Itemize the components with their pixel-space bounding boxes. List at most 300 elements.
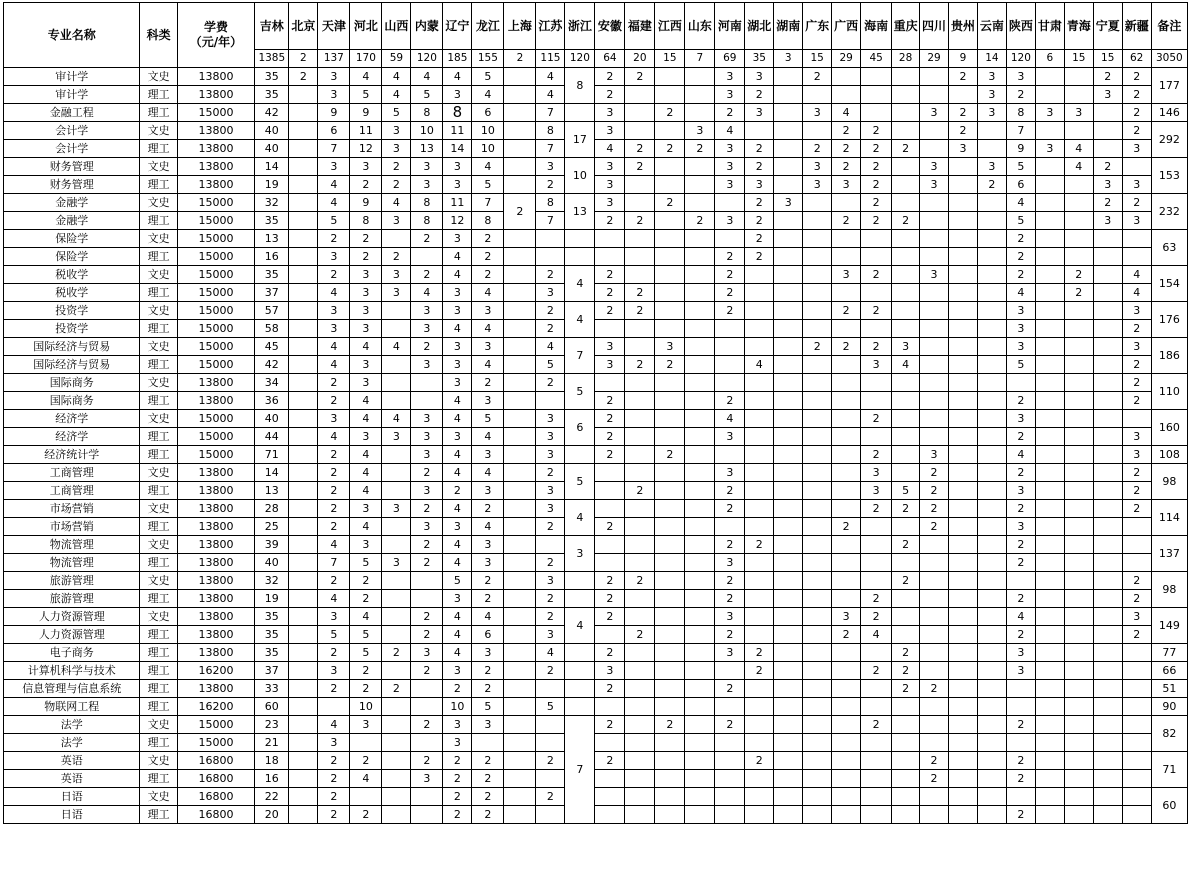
quota-cell: 4: [1006, 446, 1035, 464]
quota-cell: [920, 248, 949, 266]
header-major: 专业名称: [4, 3, 140, 68]
quota-cell: 4: [350, 338, 382, 356]
table-row: [4, 248, 1188, 266]
major-name: 审计学: [4, 68, 140, 86]
quota-cell: 7: [318, 140, 350, 158]
quota-cell: [685, 680, 715, 698]
quota-cell: [949, 554, 978, 572]
quota-cell: [1035, 194, 1064, 212]
quota-cell: [1035, 86, 1064, 104]
quota-cell: [1035, 446, 1064, 464]
quota-cell: [774, 590, 803, 608]
quota-cell: 2: [1006, 392, 1035, 410]
quota-cell: 2: [832, 122, 861, 140]
quota-cell: [536, 248, 565, 266]
quota-cell: 4: [595, 140, 625, 158]
quota-cell: 14: [255, 464, 289, 482]
quota-cell: 3: [350, 158, 382, 176]
quota-cell: 2: [861, 140, 892, 158]
quota-cell: 10: [472, 122, 504, 140]
quota-cell: [625, 410, 655, 428]
quota-cell: 2: [350, 248, 382, 266]
quota-cell: [1035, 266, 1064, 284]
quota-cell: [1064, 248, 1093, 266]
quota-cell: 4: [536, 338, 565, 356]
quota-cell: 2: [595, 590, 625, 608]
quota-cell: [655, 68, 685, 86]
quota-cell: [382, 662, 411, 680]
quota-cell: [504, 68, 536, 86]
quota-cell: 42: [255, 356, 289, 374]
quota-cell: [861, 230, 892, 248]
quota-cell: 2: [472, 788, 504, 806]
header-subject: 科类: [140, 3, 177, 68]
quota-cell: [832, 806, 861, 824]
quota-cell: 4: [443, 644, 472, 662]
quota-cell: 4: [382, 410, 411, 428]
quota-cell: [715, 374, 745, 392]
major-name: 国际经济与贸易: [4, 356, 140, 374]
quota-cell: [892, 284, 920, 302]
quota-cell: [595, 500, 625, 518]
quota-cell: [504, 158, 536, 176]
quota-cell: 2: [715, 680, 745, 698]
header-province: 浙江: [565, 3, 595, 50]
quota-cell: [1064, 482, 1093, 500]
quota-cell: 2: [1122, 104, 1151, 122]
quota-cell: [803, 608, 832, 626]
quota-cell: 2: [1006, 590, 1035, 608]
merged-quota-cell: 4: [565, 500, 595, 536]
quota-cell: [1093, 392, 1122, 410]
quota-cell: [289, 140, 318, 158]
quota-cell: 4: [350, 464, 382, 482]
subject-type: 文史: [140, 788, 177, 806]
quota-cell: 8: [536, 122, 565, 140]
quota-cell: [774, 464, 803, 482]
quota-cell: 2: [1006, 752, 1035, 770]
quota-cell: 3: [443, 716, 472, 734]
quota-cell: [1093, 698, 1122, 716]
major-name: 财务管理: [4, 158, 140, 176]
quota-cell: 2: [1006, 806, 1035, 824]
quota-cell: [289, 86, 318, 104]
major-name: 经济统计学: [4, 446, 140, 464]
quota-cell: [920, 230, 949, 248]
quota-cell: [949, 212, 978, 230]
quota-cell: [774, 302, 803, 320]
header-province: 新疆: [1122, 3, 1151, 50]
table-row: [4, 140, 1188, 158]
quota-cell: [892, 194, 920, 212]
quota-cell: [1035, 770, 1064, 788]
quota-cell: [536, 230, 565, 248]
quota-cell: 2: [715, 302, 745, 320]
quota-cell: 2: [318, 788, 350, 806]
quota-cell: 3: [715, 68, 745, 86]
header-province: 青海: [1064, 3, 1093, 50]
table-row: [4, 626, 1188, 644]
quota-cell: [774, 176, 803, 194]
quota-cell: [745, 770, 774, 788]
quota-cell: [289, 176, 318, 194]
quota-cell: 3: [472, 302, 504, 320]
quota-cell: [774, 320, 803, 338]
quota-cell: 2: [803, 68, 832, 86]
quota-cell: [625, 176, 655, 194]
major-name: 日语: [4, 806, 140, 824]
quota-cell: 4: [472, 284, 504, 302]
tuition-fee: 15000: [177, 716, 255, 734]
quota-cell: [382, 230, 411, 248]
quota-cell: [1035, 554, 1064, 572]
header-province: 陕西: [1006, 3, 1035, 50]
table-row: [4, 806, 1188, 824]
quota-cell: [289, 338, 318, 356]
quota-cell: 2: [715, 500, 745, 518]
quota-cell: 3: [443, 356, 472, 374]
province-total: 115: [536, 50, 565, 68]
header-province: 辽宁: [443, 3, 472, 50]
quota-cell: [382, 536, 411, 554]
quota-cell: 4: [443, 410, 472, 428]
quota-cell: [685, 752, 715, 770]
quota-cell: [685, 410, 715, 428]
quota-cell: 3: [382, 212, 411, 230]
note-subtotal: 153: [1151, 158, 1187, 194]
quota-cell: [745, 428, 774, 446]
quota-cell: [774, 788, 803, 806]
quota-cell: 2: [536, 608, 565, 626]
quota-cell: [1064, 788, 1093, 806]
province-total: 3: [774, 50, 803, 68]
quota-cell: [1093, 572, 1122, 590]
quota-cell: [1122, 662, 1151, 680]
quota-cell: 2: [411, 338, 443, 356]
quota-cell: 4: [350, 482, 382, 500]
quota-cell: [1064, 212, 1093, 230]
quota-cell: 4: [536, 86, 565, 104]
note-subtotal: 66: [1151, 662, 1187, 680]
quota-cell: [774, 212, 803, 230]
quota-cell: [892, 392, 920, 410]
quota-cell: [1035, 338, 1064, 356]
quota-cell: 2: [892, 212, 920, 230]
tuition-fee: 15000: [177, 104, 255, 122]
quota-cell: [1064, 338, 1093, 356]
quota-cell: [655, 788, 685, 806]
subject-type: 理工: [140, 518, 177, 536]
header-fee: [177, 3, 255, 68]
quota-cell: [1064, 500, 1093, 518]
quota-cell: 3: [595, 662, 625, 680]
quota-cell: 3: [411, 518, 443, 536]
quota-cell: 3: [715, 428, 745, 446]
quota-cell: 2: [443, 806, 472, 824]
quota-cell: [289, 554, 318, 572]
quota-cell: [803, 770, 832, 788]
quota-cell: [861, 320, 892, 338]
quota-cell: 3: [411, 428, 443, 446]
quota-cell: [685, 320, 715, 338]
quota-cell: 2: [443, 752, 472, 770]
quota-cell: [472, 734, 504, 752]
quota-cell: [861, 428, 892, 446]
quota-cell: 3: [595, 122, 625, 140]
quota-cell: [977, 752, 1006, 770]
quota-cell: [504, 572, 536, 590]
province-total: 29: [832, 50, 861, 68]
quota-cell: [920, 212, 949, 230]
province-total: 7: [685, 50, 715, 68]
major-name: 信息管理与信息系统: [4, 680, 140, 698]
quota-cell: [832, 320, 861, 338]
subject-type: 理工: [140, 392, 177, 410]
quota-cell: 3: [536, 410, 565, 428]
quota-cell: [685, 698, 715, 716]
quota-cell: 25: [255, 518, 289, 536]
quota-cell: [1035, 752, 1064, 770]
quota-cell: 3: [350, 302, 382, 320]
quota-cell: [745, 482, 774, 500]
major-name: 税收学: [4, 266, 140, 284]
quota-cell: [745, 338, 774, 356]
quota-cell: [774, 572, 803, 590]
quota-cell: [949, 590, 978, 608]
quota-cell: 7: [536, 140, 565, 158]
merged-quota-cell: 3: [565, 536, 595, 572]
quota-cell: [977, 374, 1006, 392]
province-total: 20: [625, 50, 655, 68]
quota-cell: 3: [443, 518, 472, 536]
quota-cell: [655, 806, 685, 824]
tuition-fee: 13800: [177, 608, 255, 626]
quota-cell: 2: [861, 158, 892, 176]
quota-cell: [289, 788, 318, 806]
quota-cell: 5: [350, 644, 382, 662]
quota-cell: 3: [411, 176, 443, 194]
quota-cell: 2: [625, 572, 655, 590]
merged-quota-cell: 7: [565, 716, 595, 824]
quota-cell: [595, 734, 625, 752]
quota-cell: [1035, 320, 1064, 338]
quota-cell: 10: [443, 698, 472, 716]
quota-cell: [920, 338, 949, 356]
quota-cell: 4: [536, 68, 565, 86]
quota-cell: 2: [318, 230, 350, 248]
quota-cell: [861, 680, 892, 698]
quota-cell: 3: [1006, 302, 1035, 320]
quota-cell: [655, 230, 685, 248]
header-fee-line2: （元/年）: [189, 35, 243, 49]
quota-cell: 4: [472, 86, 504, 104]
quota-cell: [977, 500, 1006, 518]
major-name: 国际经济与贸易: [4, 338, 140, 356]
quota-cell: 42: [255, 104, 289, 122]
quota-cell: [832, 572, 861, 590]
quota-cell: [655, 482, 685, 500]
quota-cell: [504, 140, 536, 158]
quota-cell: [382, 788, 411, 806]
quota-cell: 4: [1064, 140, 1093, 158]
quota-cell: [803, 662, 832, 680]
quota-cell: [920, 572, 949, 590]
quota-cell: [832, 482, 861, 500]
note-subtotal: 160: [1151, 410, 1187, 446]
quota-cell: 4: [892, 356, 920, 374]
quota-cell: [504, 590, 536, 608]
tuition-fee: 13800: [177, 644, 255, 662]
major-name: 会计学: [4, 122, 140, 140]
quota-cell: [289, 536, 318, 554]
quota-cell: [655, 680, 685, 698]
quota-cell: 8: [536, 194, 565, 212]
quota-cell: [382, 698, 411, 716]
quota-cell: [1064, 446, 1093, 464]
quota-cell: [977, 698, 1006, 716]
quota-cell: 3: [536, 446, 565, 464]
quota-cell: 2: [1006, 626, 1035, 644]
quota-cell: 4: [443, 68, 472, 86]
major-name: 市场营销: [4, 518, 140, 536]
quota-cell: 2: [1006, 554, 1035, 572]
quota-cell: [504, 374, 536, 392]
quota-cell: [892, 734, 920, 752]
quota-cell: [382, 320, 411, 338]
quota-cell: 2: [655, 194, 685, 212]
quota-cell: [774, 446, 803, 464]
quota-cell: 2: [411, 536, 443, 554]
quota-cell: [289, 356, 318, 374]
quota-cell: [949, 536, 978, 554]
quota-cell: [861, 770, 892, 788]
quota-cell: 2: [411, 554, 443, 572]
quota-cell: [803, 554, 832, 572]
quota-cell: [1093, 644, 1122, 662]
quota-cell: 3: [318, 68, 350, 86]
quota-cell: [949, 158, 978, 176]
quota-cell: 5: [472, 176, 504, 194]
quota-cell: [892, 752, 920, 770]
tuition-fee: 13800: [177, 392, 255, 410]
quota-cell: [685, 158, 715, 176]
quota-cell: 3: [318, 608, 350, 626]
quota-cell: [920, 536, 949, 554]
quota-cell: 2: [1006, 770, 1035, 788]
quota-cell: [1035, 374, 1064, 392]
quota-cell: [1122, 734, 1151, 752]
quota-cell: [1093, 338, 1122, 356]
quota-cell: [892, 410, 920, 428]
major-name: 经济学: [4, 410, 140, 428]
quota-cell: [565, 230, 595, 248]
quota-cell: [685, 302, 715, 320]
quota-cell: 2: [472, 374, 504, 392]
quota-cell: [1035, 464, 1064, 482]
quota-cell: 13: [411, 140, 443, 158]
header-province: 龙江: [472, 3, 504, 50]
major-name: 法学: [4, 734, 140, 752]
quota-cell: 2: [1006, 500, 1035, 518]
quota-cell: [655, 698, 685, 716]
subject-type: 理工: [140, 86, 177, 104]
quota-cell: [625, 266, 655, 284]
quota-cell: 4: [536, 644, 565, 662]
quota-cell: [774, 554, 803, 572]
table-row: [4, 86, 1188, 104]
major-name: 旅游管理: [4, 572, 140, 590]
quota-cell: [949, 572, 978, 590]
major-name: 物联网工程: [4, 698, 140, 716]
quota-cell: 36: [255, 392, 289, 410]
note-subtotal: 82: [1151, 716, 1187, 752]
quota-cell: [655, 392, 685, 410]
quota-cell: [1093, 140, 1122, 158]
quota-cell: [625, 194, 655, 212]
province-total: 1385: [255, 50, 289, 68]
quota-cell: [774, 410, 803, 428]
quota-cell: 2: [595, 212, 625, 230]
quota-cell: [382, 626, 411, 644]
quota-cell: [382, 716, 411, 734]
quota-cell: [977, 716, 1006, 734]
tuition-fee: 13800: [177, 86, 255, 104]
major-name: 电子商务: [4, 644, 140, 662]
province-total: 120: [1006, 50, 1035, 68]
quota-cell: [411, 680, 443, 698]
quota-cell: 4: [318, 536, 350, 554]
quota-cell: [382, 374, 411, 392]
quota-cell: [977, 734, 1006, 752]
quota-cell: 2: [625, 302, 655, 320]
quota-cell: 3: [715, 464, 745, 482]
quota-cell: [949, 284, 978, 302]
quota-cell: [892, 158, 920, 176]
quota-cell: [1093, 230, 1122, 248]
quota-cell: 3: [803, 104, 832, 122]
header-province: 甘肃: [1035, 3, 1064, 50]
quota-cell: [1064, 356, 1093, 374]
quota-cell: [1006, 374, 1035, 392]
quota-cell: [949, 464, 978, 482]
quota-cell: [655, 734, 685, 752]
quota-cell: 40: [255, 554, 289, 572]
quota-cell: [504, 248, 536, 266]
note-subtotal: 71: [1151, 752, 1187, 788]
quota-cell: 2: [1006, 428, 1035, 446]
quota-cell: [745, 464, 774, 482]
quota-cell: [977, 266, 1006, 284]
quota-cell: 2: [861, 608, 892, 626]
quota-cell: [382, 302, 411, 320]
quota-cell: [920, 320, 949, 338]
quota-cell: 2: [655, 104, 685, 122]
tuition-fee: 13800: [177, 554, 255, 572]
quota-cell: 2: [536, 788, 565, 806]
quota-cell: [1064, 806, 1093, 824]
quota-cell: [745, 266, 774, 284]
quota-cell: 4: [745, 356, 774, 374]
quota-cell: [949, 482, 978, 500]
quota-cell: 10: [411, 122, 443, 140]
quota-cell: 3: [382, 284, 411, 302]
quota-cell: 3: [443, 158, 472, 176]
quota-cell: [803, 626, 832, 644]
quota-cell: [949, 806, 978, 824]
quota-cell: [803, 806, 832, 824]
header-province: 贵州: [949, 3, 978, 50]
quota-cell: 3: [443, 662, 472, 680]
